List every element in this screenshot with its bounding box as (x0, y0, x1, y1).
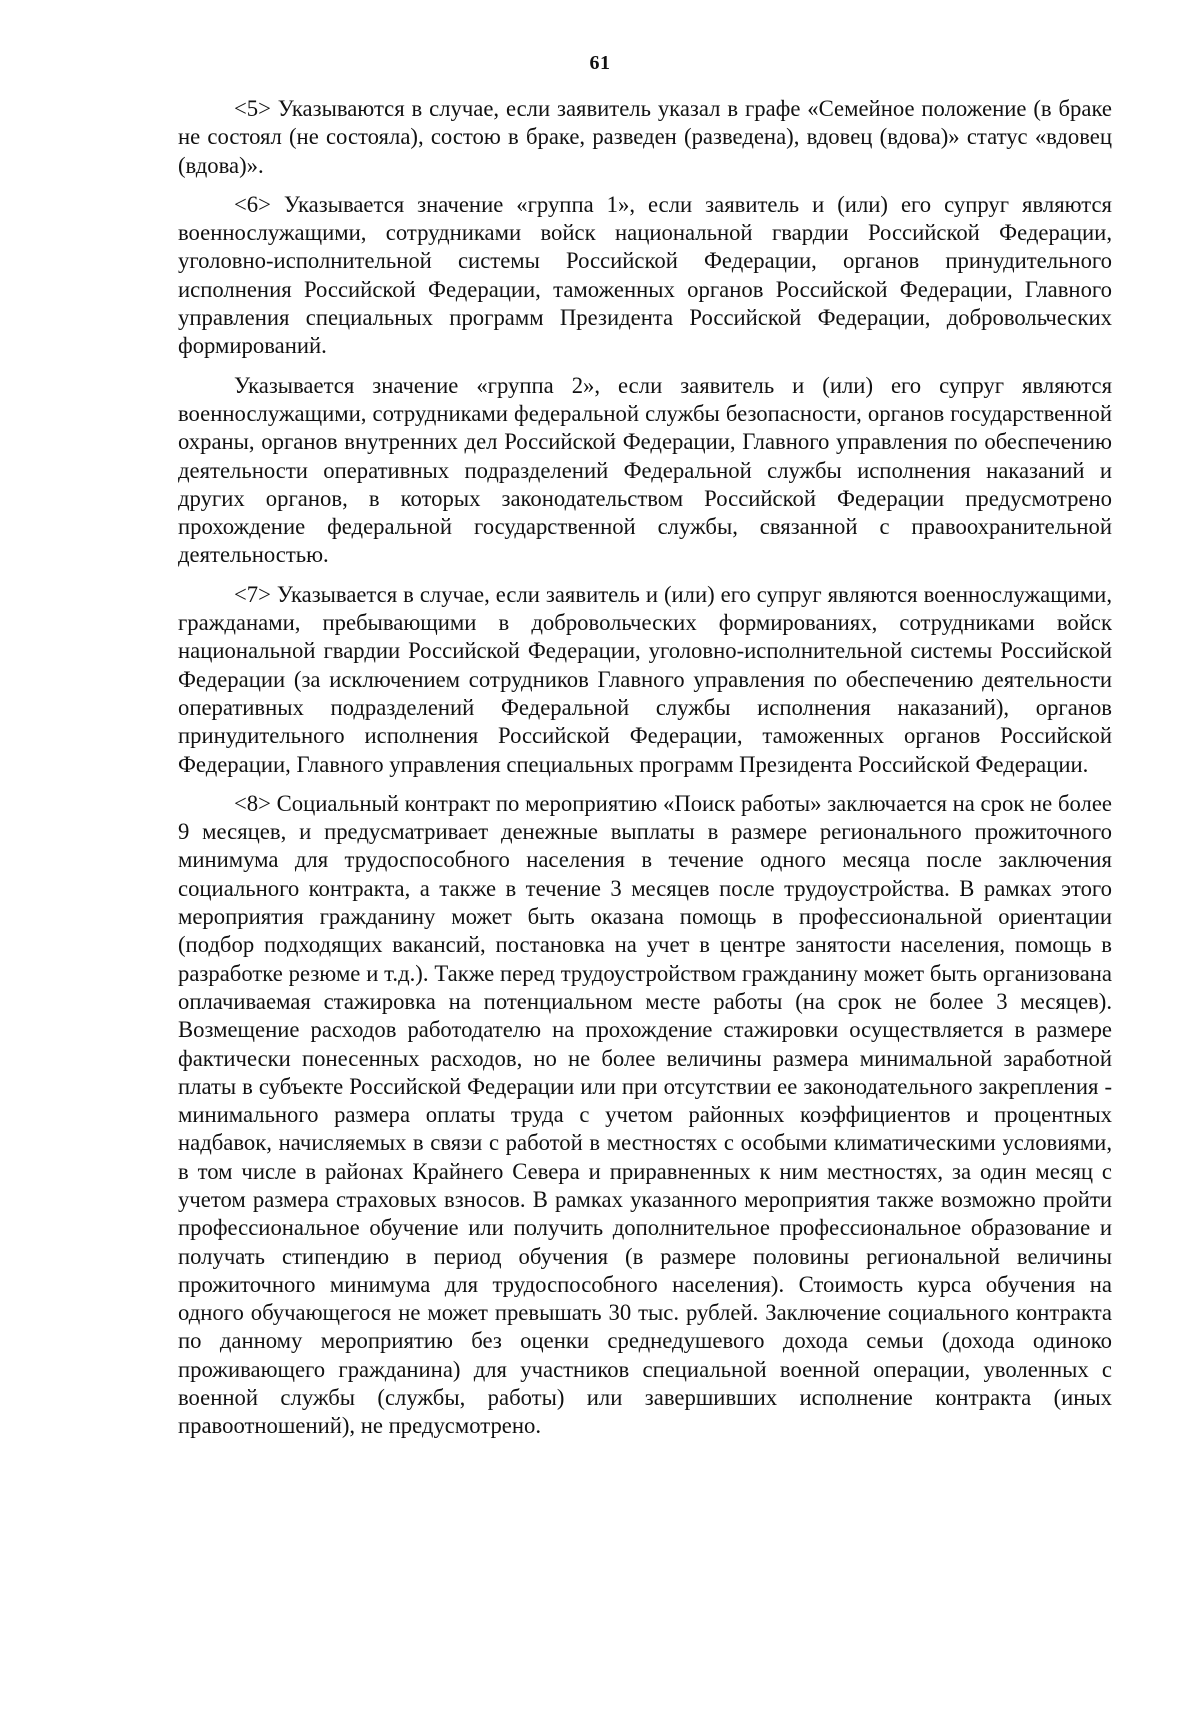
footnote-7-paragraph: <7> Указывается в случае, если заявитель и (или) его супруг являются военнослужащими, гражданами, пребывающими в добровольческих формированиях, сотрудниками войск национальной гвардии Российской Федерации, уголовно-исполнительной системы Российской Федерации (за исключением сотрудников Главного управления по обеспечению деятельности оперативных подразделений Федеральной службы исполнения наказаний), органов принудительного исполнения Российской Федерации, таможенных органов Российской Федерации, Главного управления специальных программ Президента Российской Федерации. (178, 581, 1112, 777)
document-body (178, 95, 1112, 1452)
footnote-5-paragraph: <5> Указываются в случае, если заявитель указал в графе «Семейное положение (в браке не состоял (не состояла), состою в браке, разведен (разведена), вдовец (вдова)» статус «вдовец (вдова)». (178, 96, 1112, 178)
page-number: 61 (589, 52, 611, 74)
footnote-6-group-2-paragraph: Указывается значение «группа 2», если заявитель и (или) его супруг являются военнослужащими, сотрудниками федеральной службы безопасности, органов государственной охраны, органов внутренних дел Российской Федерации, Главного управления по обеспечению деятельности оперативных подразделений Федеральной службы исполнения наказаний и других органов, в которых законодательством Российской Федерации предусмотрено прохождение федеральной государственной службы, связанной с правоохранительной деятельностью. (178, 372, 1112, 568)
footnote-8-paragraph: <8> Социальный контракт по мероприятию «Поиск работы» заключается на срок не более 9 месяцев, и предусматривает денежные выплаты в размере регионального прожиточного минимума для трудоспособного населения в течение одного месяца после заключения социального контракта, а также в течение 3 месяцев после трудоустройства. В рамках этого мероприятия гражданину может быть оказана помощь в профессиональной ориентации (подбор подходящих вакансий, постановка на учет в центре занятости населения, помощь в разработке резюме и т.д.). Также перед трудоустройством гражданину может быть организована оплачиваемая стажировка на потенциальном месте работы (на срок не более 3 месяцев). Возмещение расходов работодателю на прохождение стажировки осуществляется в размере фактически понесенных расходов, но не более величины размера минимальной заработной платы в субъекте Российской Федерации или при отсутствии ее законодательного закрепления - минимального размера оплаты труда с учетом районных коэффициентов и процентных надбавок, начисляемых в связи с работой в местностях с особыми климатическими условиями, в том числе в районах Крайнего Севера и приравненных к ним местностях, за один месяц с учетом размера страховых взносов. В рамках указанного мероприятия также возможно пройти профессиональное обучение или получить дополнительное профессиональное образование и получать стипендию в период обучения (в размере половины региональной величины прожиточного минимума для трудоспособного населения). Стоимость курса обучения на одного обучающегося не может превышать 30 тыс. рублей. Заключение социального контракта по данному мероприятию без оценки среднедушевого дохода семьи (дохода одиноко проживающего гражданина) для участников специальной военной операции, уволенных с военной службы (службы, работы) или завершивших исполнение контракта (иных правоотношений), не предусмотрено. (178, 790, 1112, 1439)
footnote-6-paragraph: <6> Указывается значение «группа 1», если заявитель и (или) его супруг являются военнослужащими, сотрудниками войск национальной гвардии Российской Федерации, уголовно-исполнительной системы Российской Федерации, органов принудительного исполнения Российской Федерации, таможенных органов Российской Федерации, Главного управления специальных программ Президента Российской Федерации, добровольческих формирований. (178, 191, 1112, 359)
